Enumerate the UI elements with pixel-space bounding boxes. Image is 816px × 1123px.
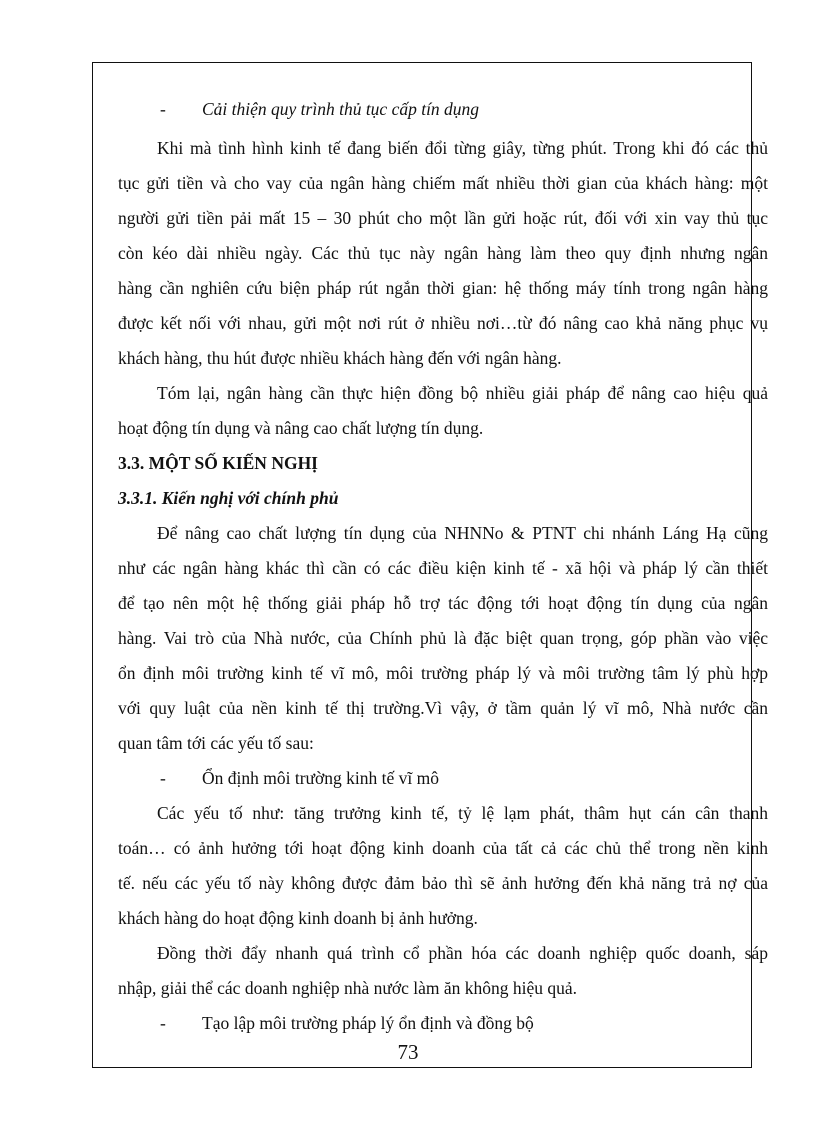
bullet-item-legal-environment bbox=[118, 1010, 768, 1036]
bullet-text: Cải thiện quy trình thủ tục cấp tín dụng bbox=[202, 99, 480, 119]
text-line: Các yếu tố như: tăng trưởng kinh tế, tỷ lệ lạm phát, thâm hụt cán cân thanh bbox=[157, 803, 768, 823]
text-line: hoạt động tín dụng và nâng cao chất lượng tín dụng. bbox=[118, 418, 484, 438]
subsection-heading: 3.3.1. Kiến nghị với chính phủ bbox=[118, 488, 339, 508]
text-line: người gửi tiền pải mất 15 – 30 phút cho một lần gửi hoặc rút, đối với xin vay thủ tục bbox=[118, 208, 768, 228]
text-line: khách hàng do hoạt động kinh doanh bị ảnh hưởng. bbox=[118, 908, 478, 928]
bullet-text: Ổn định môi trường kinh tế vĩ mô bbox=[202, 768, 439, 788]
text-line: khách hàng, thu hút được nhiều khách hàng đến với ngân hàng. bbox=[118, 348, 562, 368]
bullet-item-macro-stability bbox=[118, 765, 768, 791]
text-line: toán… có ảnh hưởng tới hoạt động kinh doanh của tất cả các chủ thể trong nền kinh bbox=[118, 838, 768, 858]
text-line: Để nâng cao chất lượng tín dụng của NHNNo & PTNT chi nhánh Láng Hạ cũng bbox=[157, 523, 768, 543]
bullet-marker: - bbox=[160, 1013, 166, 1033]
text-line: quan tâm tới các yếu tố sau: bbox=[118, 733, 314, 753]
page-number: 73 bbox=[397, 1040, 419, 1064]
text-line: tục gửi tiền và cho vay của ngân hàng chiếm mất nhiều thời gian của khách hàng: một bbox=[118, 173, 768, 193]
section-heading: 3.3. MỘT SỐ KIẾN NGHỊ bbox=[118, 453, 318, 473]
text-line: hàng cần nghiên cứu biện pháp rút ngắn thời gian: hệ thống máy tính trong ngân hàng bbox=[118, 278, 768, 298]
text-line: nhập, giải thể các doanh nghiệp nhà nước làm ăn không hiệu quả. bbox=[118, 978, 578, 998]
bullet-item-credit-process bbox=[118, 96, 768, 122]
text-line: như các ngân hàng khác thì cần có các điều kiện kinh tế - xã hội và pháp lý cần thiết bbox=[118, 558, 768, 578]
text-line: Đồng thời đẩy nhanh quá trình cổ phần hóa các doanh nghiệp quốc doanh, sáp bbox=[157, 943, 768, 963]
text-line: hàng. Vai trò của Nhà nước, của Chính phủ là đặc biệt quan trọng, góp phần vào việc bbox=[118, 628, 768, 648]
text-line: ổn định môi trường kinh tế vĩ mô, môi trường pháp lý và môi trường tâm lý phù hợp bbox=[118, 663, 768, 683]
text-line: với quy luật của nền kinh tế thị trường.Vì vậy, ở tầm quản lý vĩ mô, Nhà nước cần bbox=[118, 698, 768, 718]
text-line: tế. nếu các yếu tố này không được đảm bảo thì sẽ ảnh hưởng đến khả năng trả nợ của bbox=[118, 873, 768, 893]
text-line: Tóm lại, ngân hàng cần thực hiện đồng bộ nhiều giải pháp để nâng cao hiệu quả bbox=[157, 383, 768, 403]
bullet-text: Tạo lập môi trường pháp lý ổn định và đồng bộ bbox=[202, 1013, 534, 1033]
text-line: còn kéo dài nhiều ngày. Các thủ tục này ngân hàng làm theo quy định nhưng ngân bbox=[118, 243, 768, 263]
bullet-marker: - bbox=[160, 768, 166, 788]
text-line: Khi mà tình hình kinh tế đang biến đổi từng giây, từng phút. Trong khi đó các thủ bbox=[157, 138, 768, 158]
text-line: để tạo nên một hệ thống giải pháp hỗ trợ tác động tới hoạt động tín dụng của ngân bbox=[118, 593, 768, 613]
text-line: được kết nối với nhau, gửi một nơi rút ở nhiều nơi…từ đó nâng cao khả năng phục vụ bbox=[118, 313, 768, 333]
bullet-marker: - bbox=[160, 99, 166, 119]
